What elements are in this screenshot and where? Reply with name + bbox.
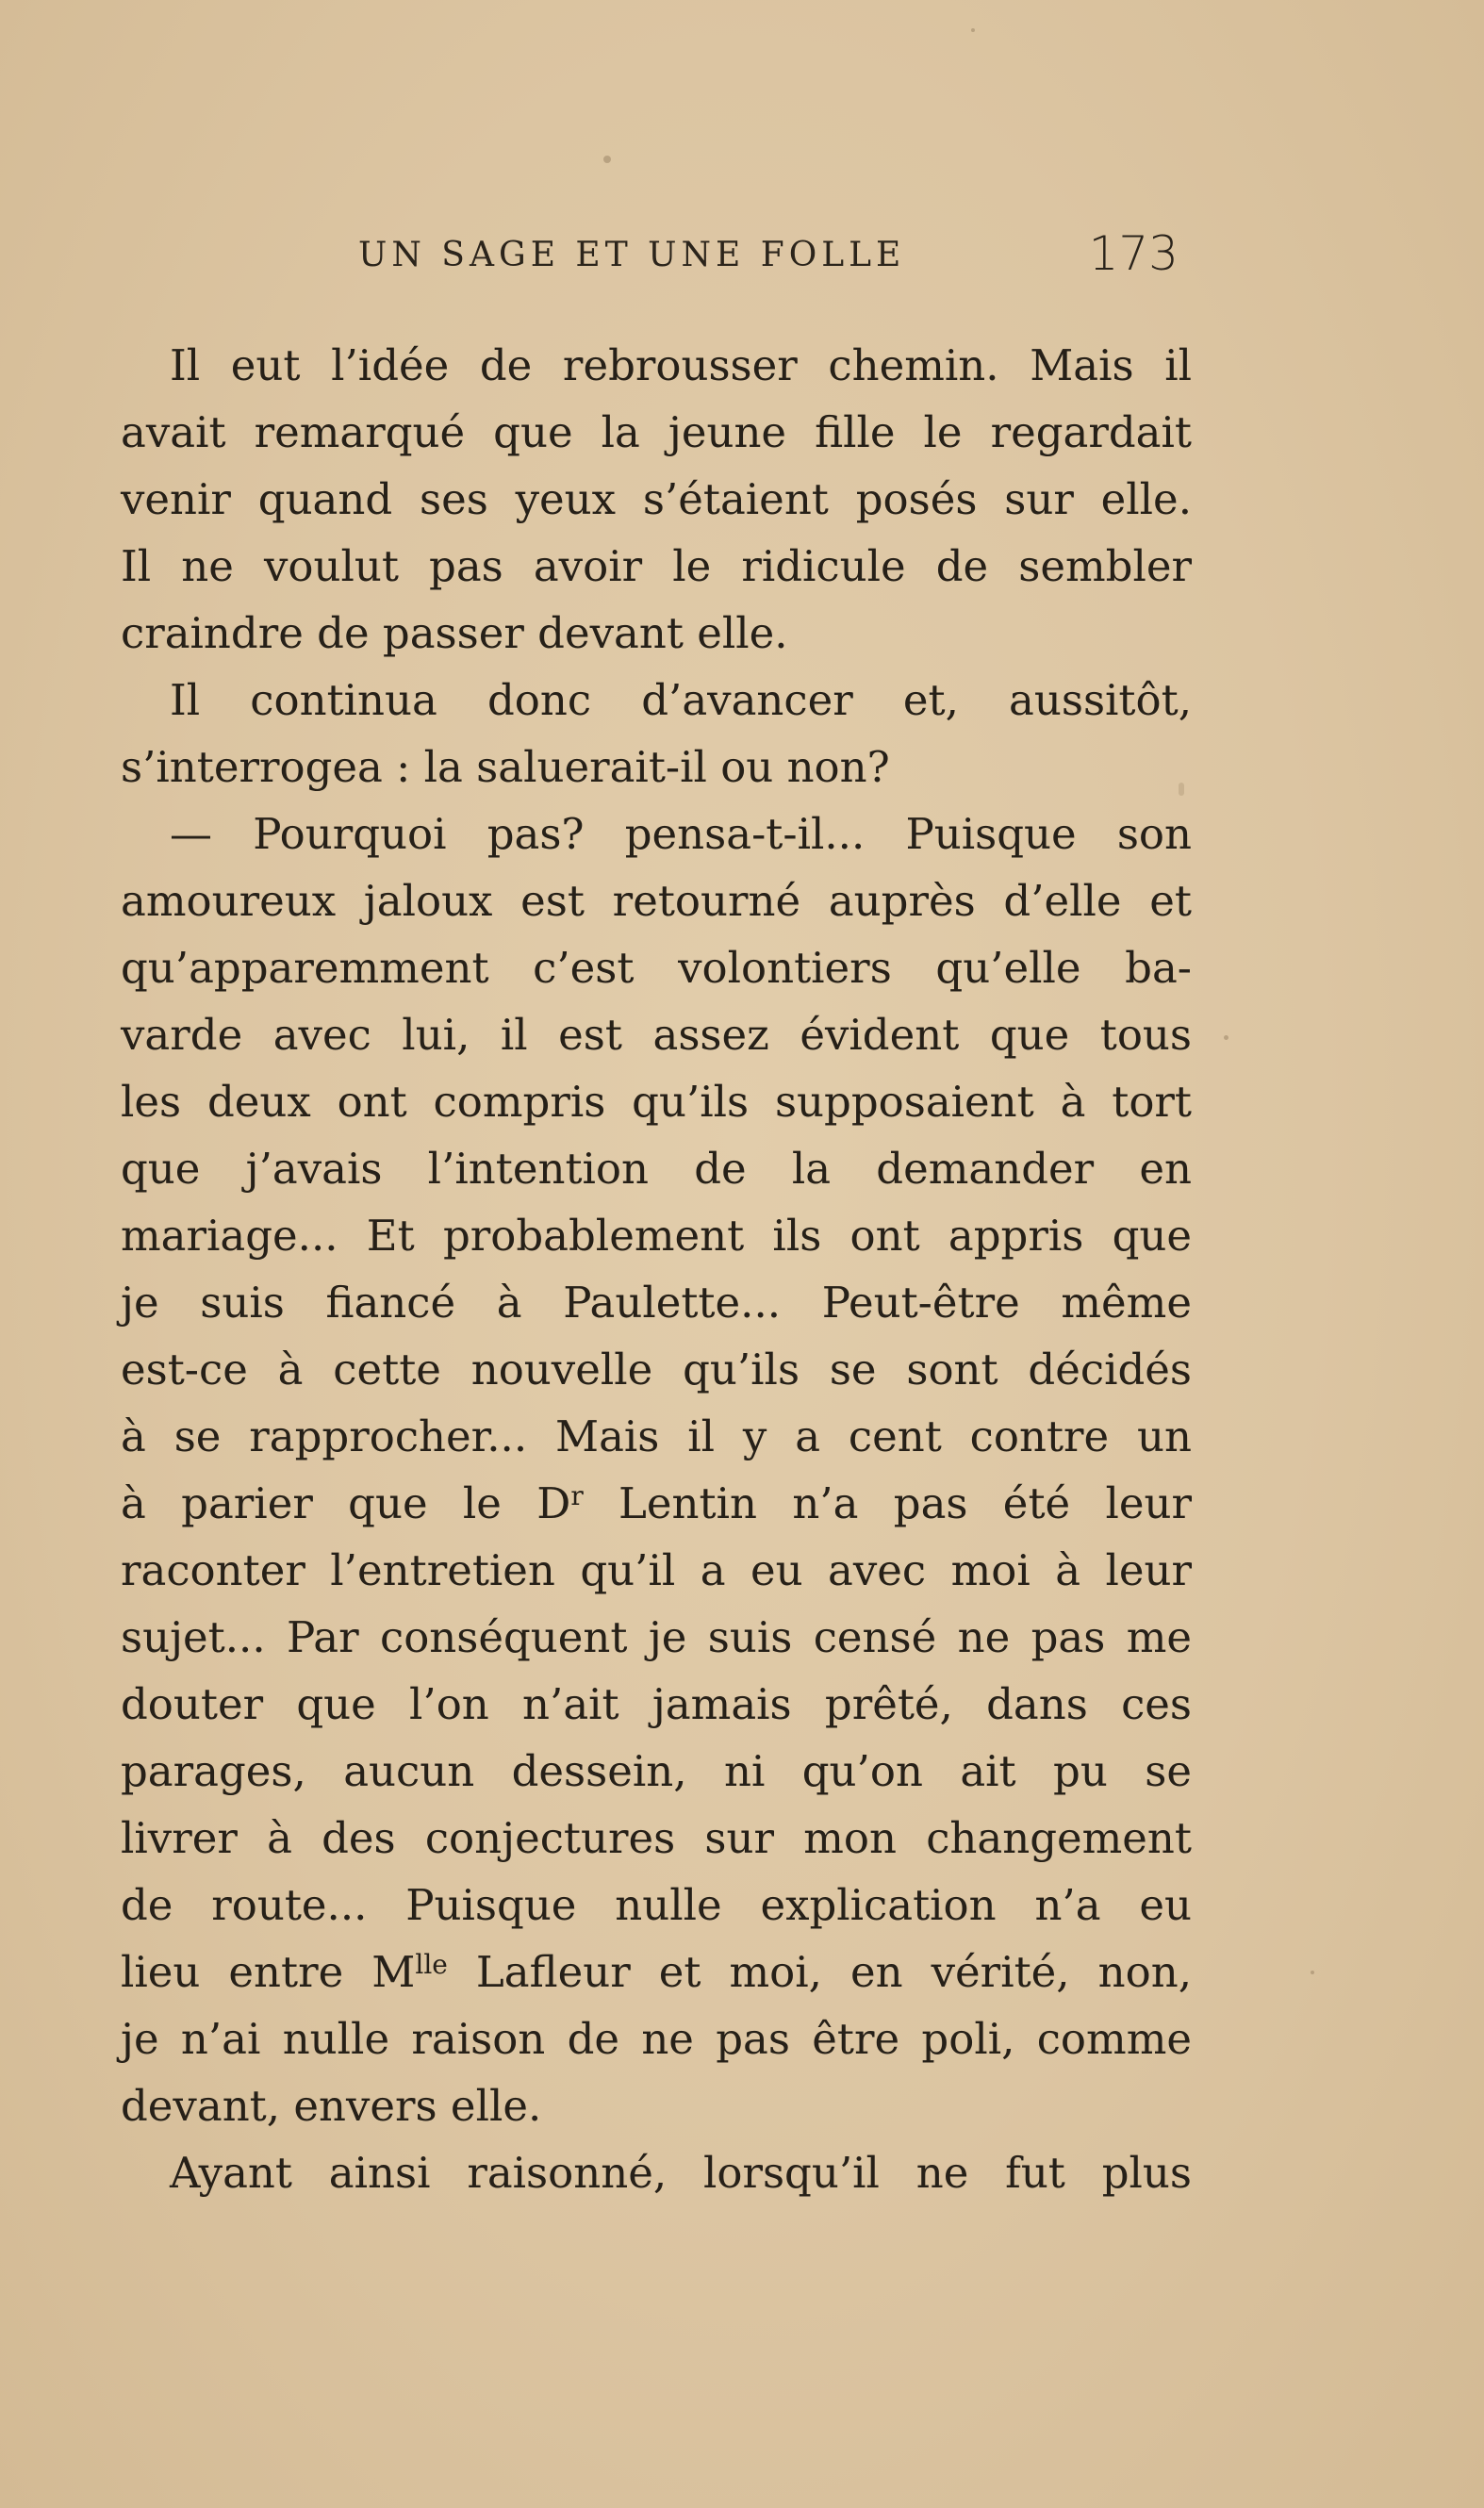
- text-line: Ayant ainsi raisonné, lorsqu’il ne fut plus: [170, 2148, 1192, 2198]
- text-line: [121, 1939, 1192, 2005]
- body-text: [121, 332, 1192, 2206]
- text-line: s’interrogea : la saluerait-il ou non?: [121, 742, 890, 792]
- text-line: Il eut l’idée de rebrousser chemin. Mais il: [170, 340, 1192, 390]
- text-line: venir quand ses yeux s’étaient posés sur elle.: [121, 474, 1192, 524]
- text-line: [121, 1470, 1192, 1537]
- text-line: je n’ai nulle raison de ne pas être poli, comme: [121, 2014, 1192, 2064]
- text-line: de route... Puisque nulle explication n’a eu: [121, 1880, 1192, 1930]
- text-line: je suis fiancé à Paulette... Peut-être même: [121, 1278, 1192, 1328]
- text-fragment: à parier que le D: [121, 1478, 571, 1528]
- text-line: douter que l’on n’ait jamais prêté, dans ces: [121, 1679, 1192, 1729]
- text-line: Il ne voulut pas avoir le ridicule de sembler: [121, 541, 1192, 591]
- text-fragment: Lentin n’a pas été leur: [583, 1478, 1192, 1528]
- text-line: qu’apparemment c’est volontiers qu’elle ba-: [121, 943, 1192, 993]
- text-fragment: Lafleur et moi, en vérité, non,: [447, 1947, 1192, 1997]
- paper-speck: [1311, 1971, 1314, 1974]
- text-line: — Pourquoi pas? pensa-t-il... Puisque son: [170, 809, 1192, 859]
- text-line: raconter l’entretien qu’il a eu avec moi à leur: [121, 1545, 1192, 1595]
- text-line: livrer à des conjectures sur mon changement: [121, 1813, 1192, 1863]
- running-title: UN SAGE ET UNE FOLLE: [358, 236, 906, 274]
- text-line: mariage... Et probablement ils ont appris que: [121, 1211, 1192, 1261]
- text-line: sujet... Par conséquent je suis censé ne pas me: [121, 1612, 1192, 1662]
- text-line: les deux ont compris qu’ils supposaient à tort: [121, 1077, 1192, 1127]
- page-header: [358, 226, 1179, 283]
- text-line: craindre de passer devant elle.: [121, 608, 788, 658]
- text-line: avait remarqué que la jeune fille le regardait: [121, 407, 1192, 457]
- text-line: que j’avais l’intention de la demander en: [121, 1144, 1192, 1194]
- text-line: devant, envers elle.: [121, 2081, 542, 2131]
- text-line: parages, aucun dessein, ni qu’on ait pu se: [121, 1746, 1192, 1796]
- text-fragment: lieu entre M: [121, 1947, 416, 1997]
- paper-speck: [971, 28, 975, 32]
- paper-speck: [1224, 1035, 1228, 1040]
- paper-speck: [1179, 783, 1184, 796]
- paper-speck: [603, 156, 611, 163]
- superscript: lle: [415, 1949, 448, 1980]
- superscript: r: [570, 1480, 584, 1511]
- text-line: varde avec lui, il est assez évident que tous: [121, 1010, 1192, 1060]
- text-line: à se rapprocher... Mais il y a cent contre un: [121, 1411, 1192, 1461]
- text-line: Il continua donc d’avancer et, aussitôt,: [170, 675, 1192, 725]
- page-number: 173: [1088, 226, 1179, 281]
- text-line: est-ce à cette nouvelle qu’ils se sont décidés: [121, 1345, 1192, 1394]
- text-line: amoureux jaloux est retourné auprès d’elle et: [121, 876, 1192, 926]
